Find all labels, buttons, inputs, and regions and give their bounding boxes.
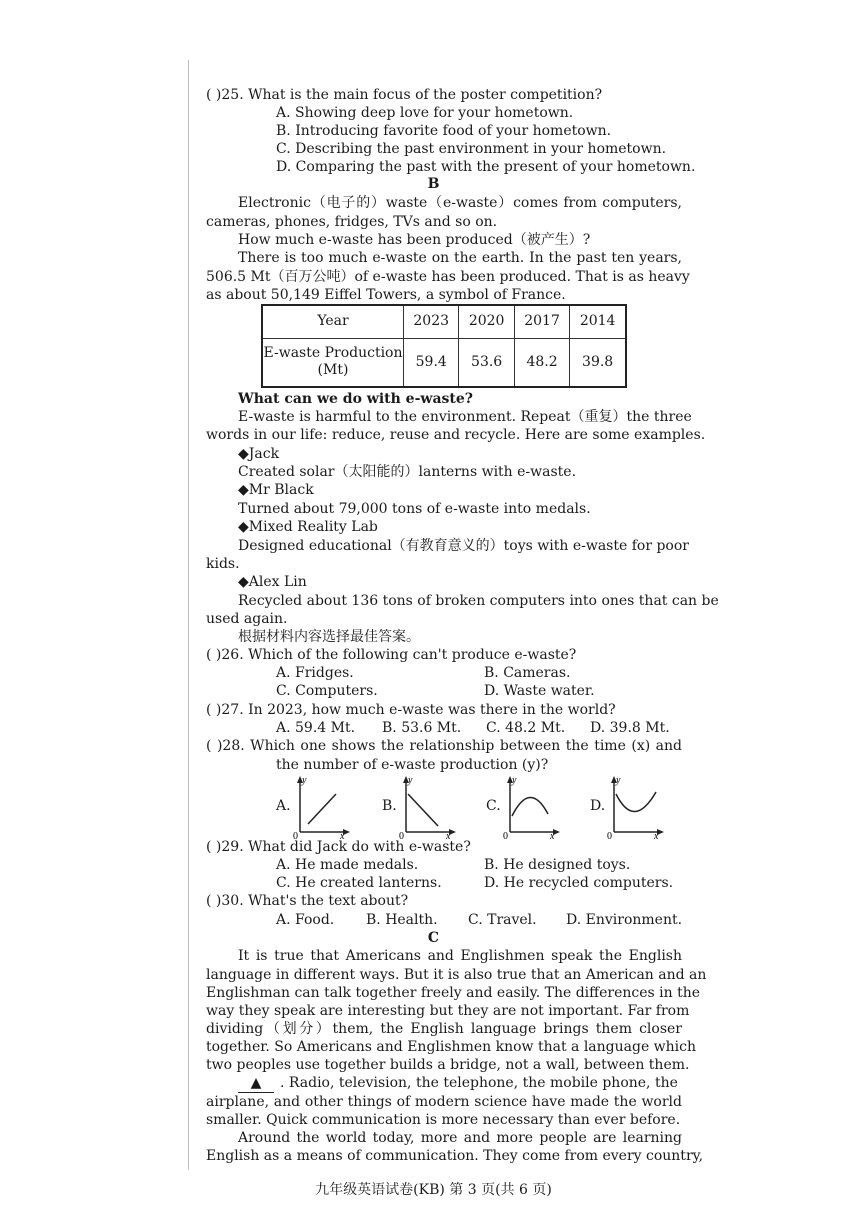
table-value-cell: 53.6 [459, 338, 514, 387]
c-p1-line6: together. So Americans and Englishmen know that a language which [206, 1039, 697, 1055]
q28-graph-a [290, 774, 352, 840]
q30-stem: ( )30. What's the text about? [206, 893, 409, 909]
table-value-cell: 59.4 [404, 338, 459, 387]
b-p3-line2: 506.5 Mt（百万公吨）of e-waste has been produced. That is as heavy [206, 269, 690, 285]
q27-option-b: B. 53.6 Mt. [382, 720, 462, 736]
example-alex-name: ◆Alex Lin [238, 574, 307, 590]
svg-text:x: x [446, 831, 451, 840]
table-header-row [262, 305, 626, 338]
margin-line [188, 60, 189, 1170]
q30-option-c: C. Travel. [468, 912, 537, 928]
table-value-cell: 48.2 [514, 338, 569, 387]
q26-option-c: C. Computers. [276, 683, 378, 699]
example-mrblack-text: Turned about 79,000 tons of e-waste into medals. [238, 501, 591, 517]
c-p3-line1: Around the world today, more and more people are learning [238, 1130, 682, 1146]
c-p2-line2: airplane, and other things of modern science have made the world [206, 1094, 682, 1110]
q27-option-c: C. 48.2 Mt. [486, 720, 566, 736]
example-lab-name: ◆Mixed Reality Lab [238, 519, 378, 535]
q26-option-b: B. Cameras. [484, 665, 571, 681]
q27-stem: ( )27. In 2023, how much e-waste was there in the world? [206, 702, 616, 718]
svg-text:x: x [654, 831, 659, 840]
q29-option-a: A. He made medals. [276, 857, 419, 873]
q25-option-b: B. Introducing favorite food of your hometown. [276, 123, 612, 139]
c-p1-line3: Englishman can talk together freely and easily. The differences in the [206, 985, 701, 1001]
q30-option-d: D. Environment. [566, 912, 683, 928]
section-c-heading: C [427, 930, 440, 946]
q28-option-a-label: A. [276, 798, 291, 814]
q25-option-d: D. Comparing the past with the present of your hometown. [276, 159, 696, 175]
table-row-label-line1: E-waste Production [263, 345, 403, 362]
q29-option-d: D. He recycled computers. [484, 875, 674, 891]
b-p2: How much e-waste has been produced（被产生）? [238, 232, 591, 248]
q28-graph-d [604, 774, 666, 840]
e-waste-table [261, 304, 627, 388]
svg-text:y: y [512, 775, 517, 786]
c-p1-line4: way they speak are interesting but they are not important. Far from [206, 1003, 690, 1019]
table-year-cell: 2023 [404, 305, 459, 338]
svg-text:y: y [302, 775, 307, 786]
table-row-label [262, 338, 404, 387]
example-jack-name: ◆Jack [238, 446, 280, 462]
q25-option-a: A. Showing deep love for your hometown. [276, 105, 574, 121]
q25-stem: ( )25. What is the main focus of the poster competition? [206, 87, 603, 103]
b-p4-line1: E-waste is harmful to the environment. Repeat（重复）the three [238, 409, 692, 425]
table-year-cell: 2014 [570, 305, 626, 338]
q27-option-d: D. 39.8 Mt. [590, 720, 670, 736]
table-header-label: Year [262, 305, 404, 338]
example-mrblack-name: ◆Mr Black [238, 482, 314, 498]
example-lab-text-line2: kids. [206, 556, 240, 572]
b-subheading: What can we do with e-waste? [238, 391, 473, 407]
section-b-heading: B [427, 176, 440, 192]
q29-stem: ( )29. What did Jack do with e-waste? [206, 839, 471, 855]
page-footer: 九年级英语试卷(KB) 第 3 页(共 6 页) [315, 1182, 552, 1198]
q28-graph-c [500, 774, 562, 840]
svg-text:x: x [340, 831, 345, 840]
svg-text:0: 0 [503, 831, 508, 840]
c-p2-line3: smaller. Quick communication is more necessary than ever before. [206, 1112, 681, 1128]
q28-option-d-label: D. [590, 798, 606, 814]
example-alex-text-line2: used again. [206, 611, 288, 627]
q29-option-c: C. He created lanterns. [276, 875, 442, 891]
b-p4-line2: words in our life: reduce, reuse and recycle. Here are some examples. [206, 427, 706, 443]
example-lab-text-line1: Designed educational（有教育意义的）toys with e-waste for poor [238, 538, 689, 554]
b-p1-line1: Electronic（电子的）waste（e-waste）comes from computers, [238, 195, 682, 211]
q30-option-b: B. Health. [366, 912, 438, 928]
table-year-cell: 2017 [514, 305, 569, 338]
q28-graph-b [396, 774, 458, 840]
svg-text:0: 0 [399, 831, 404, 840]
svg-text:x: x [550, 831, 555, 840]
svg-text:0: 0 [293, 831, 298, 840]
table-data-row [262, 338, 626, 387]
c-p1-line1: It is true that Americans and Englishmen speak the English [238, 948, 682, 964]
q30-option-a: A. Food. [276, 912, 335, 928]
b-p1-line2: cameras, phones, fridges, TVs and so on. [206, 214, 498, 230]
c-p2-line1-text: . Radio, television, the telephone, the mobile phone, the [280, 1075, 678, 1091]
table-row-label-line2: (Mt) [317, 362, 349, 379]
svg-text:y: y [616, 775, 621, 786]
q26-option-d: D. Waste water. [484, 683, 595, 699]
c-p1-line2: language in different ways. But it is also true that an American and an [206, 967, 707, 983]
c-p1-line5: dividing（划分）them, the English language brings them closer [206, 1021, 682, 1037]
example-jack-text: Created solar（太阳能的）lanterns with e-waste. [238, 464, 577, 480]
b-p3-line3: as about 50,149 Eiffel Towers, a symbol of France. [206, 287, 566, 303]
q25-option-c: C. Describing the past environment in your hometown. [276, 141, 667, 157]
table-value-cell: 39.8 [570, 338, 626, 387]
blank-triangle-mark: ▲ [238, 1074, 274, 1093]
q27-option-a: A. 59.4 Mt. [276, 720, 356, 736]
table-year-cell: 2020 [459, 305, 514, 338]
svg-text:y: y [408, 775, 413, 786]
c-p1-line7: two peoples use together builds a bridge, not a wall, between them. [206, 1057, 690, 1073]
q28-stem-line2: the number of e-waste production (y)? [276, 757, 549, 773]
c-p2-line1 [238, 1074, 682, 1093]
b-p3-line1: There is too much e-waste on the earth. In the past ten years, [238, 250, 682, 266]
q28-stem-line1: ( )28. Which one shows the relationship between the time (x) and [206, 738, 682, 754]
c-p3-line2: English as a means of communication. They come from every country, [206, 1148, 704, 1164]
q28-option-c-label: C. [486, 798, 501, 814]
q26-option-a: A. Fridges. [276, 665, 354, 681]
example-alex-text-line1: Recycled about 136 tons of broken computers into ones that can be [238, 593, 719, 609]
q29-option-b: B. He designed toys. [484, 857, 631, 873]
b-instruction: 根据材料内容选择最佳答案。 [238, 629, 420, 645]
svg-text:0: 0 [607, 831, 612, 840]
q26-stem: ( )26. Which of the following can't produce e-waste? [206, 647, 577, 663]
q28-option-b-label: B. [382, 798, 397, 814]
